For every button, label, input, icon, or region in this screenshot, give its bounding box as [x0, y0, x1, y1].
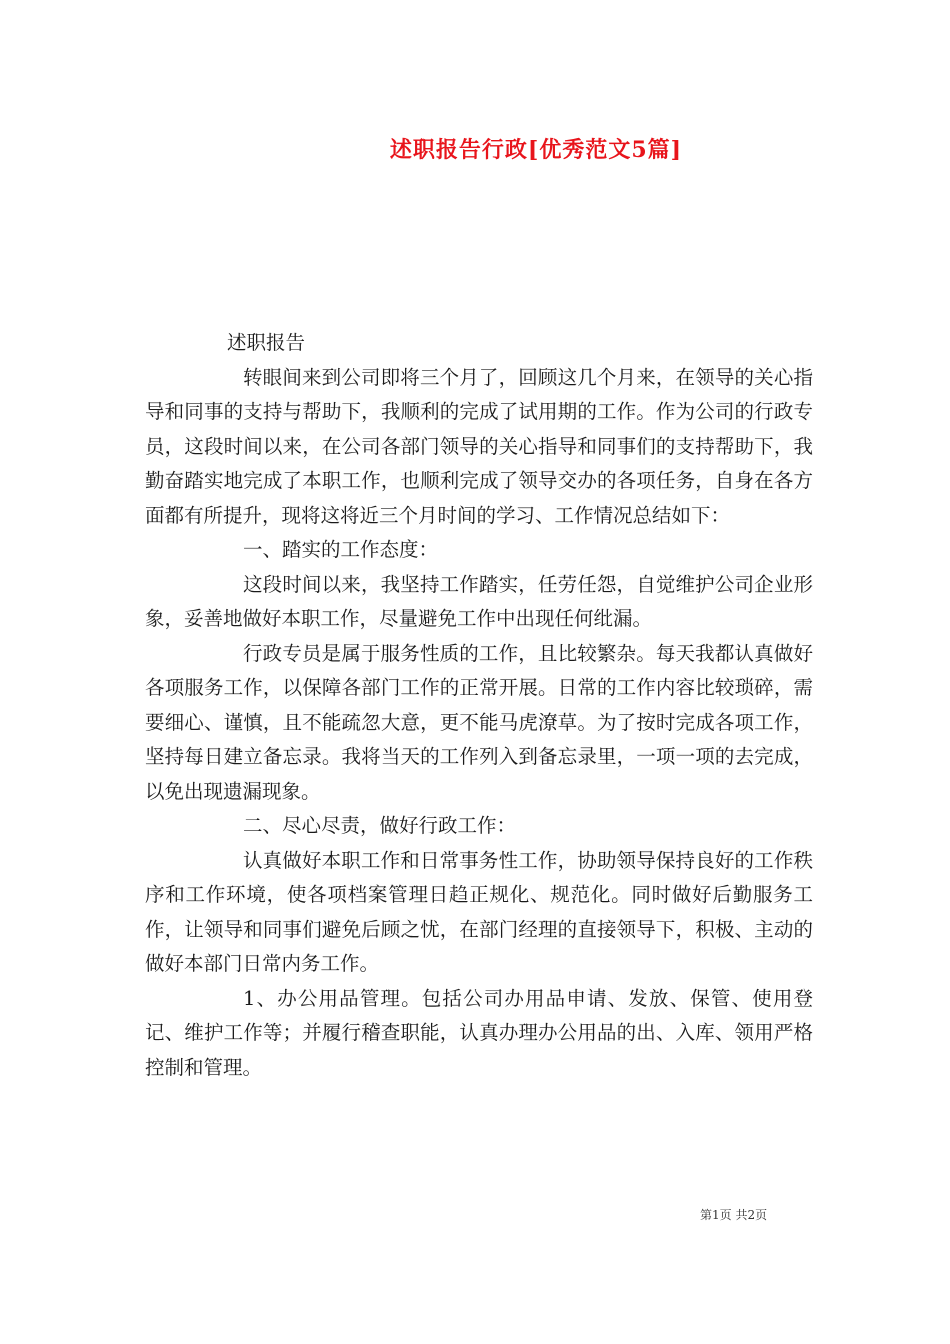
paragraph-attitude: 这段时间以来，我坚持工作踏实，任劳任怨，自觉维护公司企业形象，妥善地做好本职工作，尽量避免工作中出现任何纰漏。	[145, 572, 813, 630]
paragraph-office-supplies: 1、办公用品管理。包括公司办用品申请、发放、保管、使用登记、维护工作等；并履行稽查职能，认真办理办公用品的出、入库、领用严格控制和管理。	[145, 986, 813, 1079]
paragraph-admin-work: 认真做好本职工作和日常事务性工作，协助领导保持良好的工作秩序和工作环境，使各项档案管理日趋正规化、规范化。同时做好后勤服务工作，让领导和同事们避免后顾之忧，在部门经理的直接领导下，积极、主动的做好本部门日常内务工作。	[145, 848, 813, 975]
heading-attitude: 一、踏实的工作态度：	[243, 538, 439, 561]
paragraph-intro: 转眼间来到公司即将三个月了，回顾这几个月来，在领导的关心指导和同事的支持与帮助下，我顺利的完成了试用期的工作。作为公司的行政专员，这段时间以来，在公司各部门领导的关心指导和同事们的支持帮助下，我勤奋踏实地完成了本职工作，也顺利完成了领导交办的各项任务，自身在各方面都有所提升，现将这将近三个月时间的学习、工作情况总结如下：	[145, 365, 813, 527]
document-title: 述职报告行政[优秀范文5篇]	[389, 137, 683, 163]
document-body	[145, 326, 813, 1085]
page-number: 第1页 共2页	[700, 1208, 768, 1222]
paragraph-service: 行政专员是属于服务性质的工作，且比较繁杂。每天我都认真做好各项服务工作，以保障各部门工作的正常开展。日常的工作内容比较琐碎，需要细心、谨慎，且不能疏忽大意，更不能马虎潦草。为了按时完成各项工作，坚持每日建立备忘录。我将当天的工作列入到备忘录里，一项一项的去完成，以免出现遗漏现象。	[145, 641, 813, 803]
section-label: 述职报告	[227, 331, 306, 354]
heading-admin-work: 二、尽心尽责，做好行政工作：	[243, 814, 517, 837]
